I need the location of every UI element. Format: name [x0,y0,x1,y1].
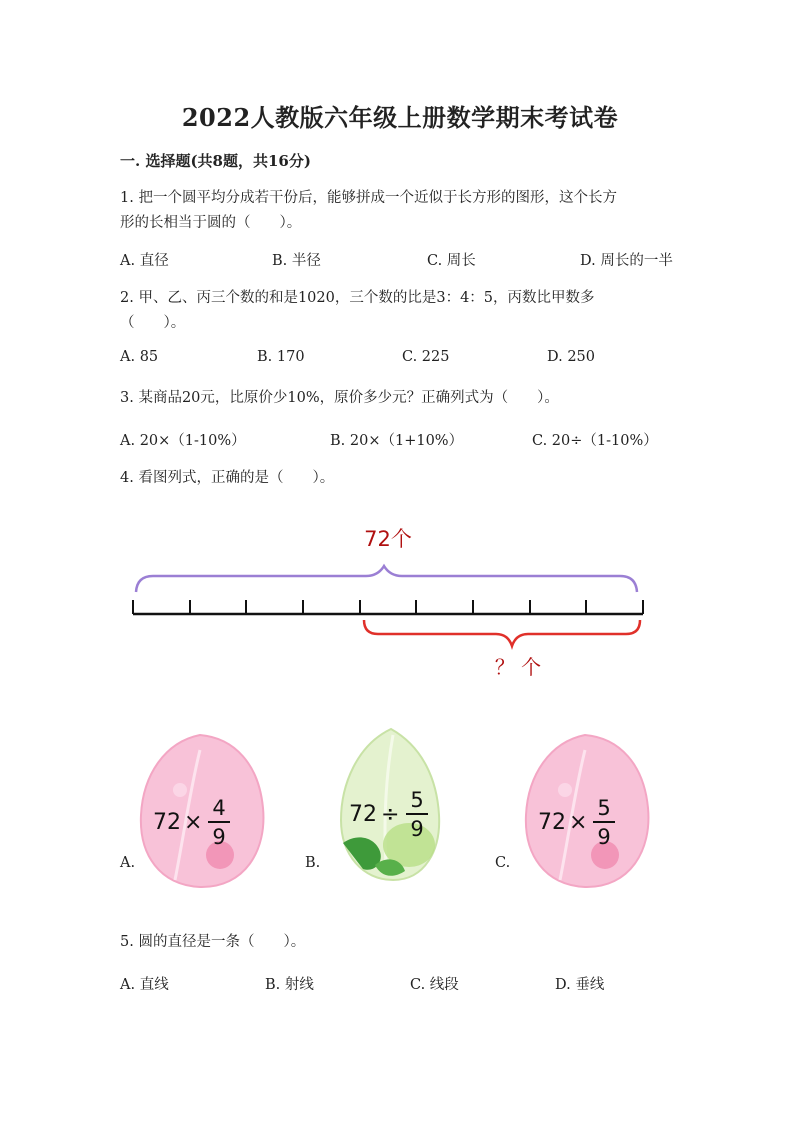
question-1 [120,186,690,236]
question-text: （ ）。 [120,315,186,331]
fraction-denominator: 9 [212,825,226,849]
expression-whole: 72 [349,802,377,827]
fraction-denominator: 9 [410,817,424,841]
option-b[interactable]: B. 射线 [265,977,314,993]
question-text: 形的长相当于圆的（ ）。 [120,215,302,231]
fraction-numerator: 5 [597,796,611,820]
section-heading: 一. 选择题(共8题，共16分) [120,152,311,170]
unknown-label: ？ 个 [494,655,542,679]
option-c[interactable]: C. 周长 [427,253,476,269]
question-3 [120,386,690,411]
option-b[interactable]: B. 20×（1+10%） [330,433,464,449]
fraction-numerator: 5 [410,788,424,812]
part-brace [364,620,640,646]
option-d[interactable]: D. 垂线 [555,977,605,993]
question-text: 3. 某商品20元，比原价少10%，原价多少元？正确列式为（ ）。 [120,390,559,406]
question-text: 1. 把一个圆平均分成若干份后，能够拼成一个近似于长方形的图形，这个长方 [120,190,617,206]
page-title: 2022人教版六年级上册数学期末考试卷 [181,103,619,132]
option-b[interactable]: B. 170 [257,349,305,365]
flower-icon [173,783,187,797]
option-c[interactable]: C. 225 [402,349,450,365]
expression-operator: × [569,810,588,835]
question-text: 2. 甲、乙、丙三个数的和是1020，三个数的比是3：4：5，丙数比甲数多 [120,290,595,306]
segment-diagram [0,510,800,685]
option-a[interactable]: A. 直径 [120,253,169,269]
tick-marks [133,600,643,614]
option-c-card[interactable] [520,730,660,890]
question-text: 5. 圆的直径是一条（ ）。 [120,934,306,950]
option-c[interactable]: C. 线段 [410,977,459,993]
total-brace [136,566,637,592]
option-a-card[interactable] [135,730,275,890]
option-c[interactable]: C. 20÷（1-10%） [532,433,658,449]
flower-icon [558,783,572,797]
fraction-denominator: 9 [597,825,611,849]
question-text: 4. 看图列式，正确的是（ ）。 [120,470,335,486]
question-5 [120,930,690,955]
total-label: 72个 [364,527,412,551]
expression-operator: × [184,810,203,835]
expression-whole: 72 [153,810,181,835]
expression-whole: 72 [538,810,566,835]
option-c-label[interactable]: C. [495,855,511,871]
option-d[interactable]: D. 周长的一半 [580,253,673,269]
option-b[interactable]: B. 半径 [272,253,321,269]
expression-operator: ÷ [381,802,400,827]
option-d[interactable]: D. 250 [547,349,596,365]
option-a[interactable]: A. 85 [120,349,159,365]
fraction-numerator: 4 [212,796,226,820]
option-b-label[interactable]: B. [305,855,321,871]
question-2 [120,286,690,336]
option-a-label[interactable]: A. [120,855,136,871]
option-b-card[interactable] [335,725,445,885]
option-a[interactable]: A. 直线 [120,977,169,993]
option-a[interactable]: A. 20×（1-10%） [120,433,246,449]
question-4 [120,466,690,491]
